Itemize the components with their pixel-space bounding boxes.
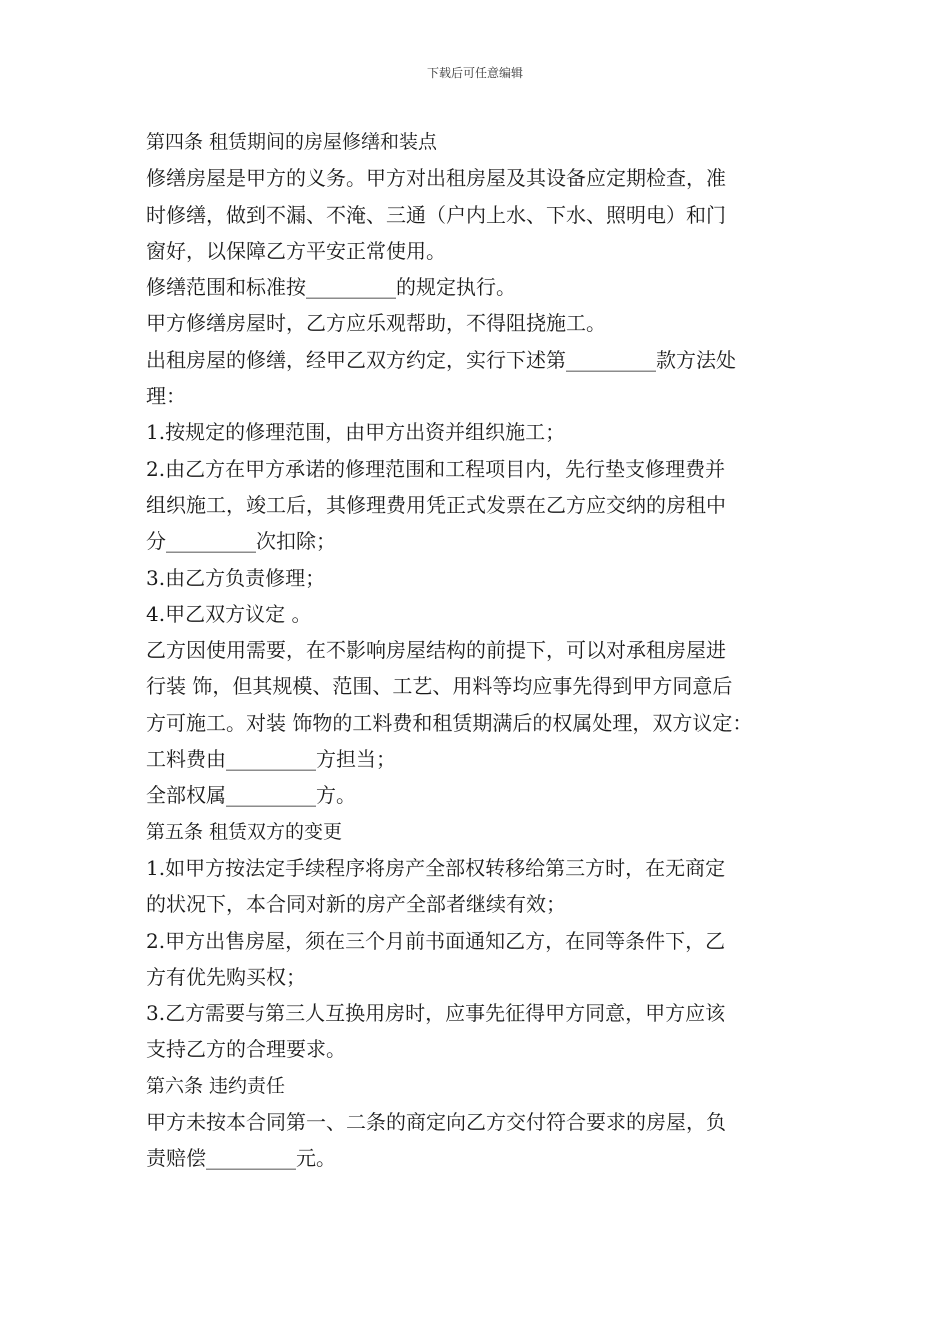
- body-text-line: 的状况下，本合同对新的房产全部者继续有效；: [146, 892, 566, 917]
- body-text-line: 1.按规定的修理范围，由甲方出资并组织施工；: [146, 420, 566, 445]
- body-text-line: 2.甲方出售房屋，须在三个月前书面通知乙方，在同等条件下，乙: [146, 928, 726, 953]
- body-text-line: 全部权属_________方。: [146, 783, 356, 808]
- body-text-line: 理：: [146, 384, 186, 409]
- body-text-line: 3.乙方需要与第三人互换用房时，应事先征得甲方同意，甲方应该: [146, 1001, 726, 1026]
- body-text-line: 2.由乙方在甲方承诺的修理范围和工程项目内，先行垫支修理费并: [146, 456, 726, 481]
- body-text-line: 工料费由_________方担当；: [146, 747, 396, 772]
- body-text-line: 行装 饰，但其规模、范围、工艺、用料等均应事先得到甲方同意后: [146, 674, 733, 699]
- body-text-line: 甲方未按本合同第一、二条的商定向乙方交付符合要求的房屋，负: [146, 1110, 726, 1135]
- body-text-line: 1.如甲方按法定手续程序将房产全部权转移给第三方时，在无商定: [146, 855, 726, 880]
- body-text-line: 方可施工。对装 饰物的工料费和租赁期满后的权属处理，双方议定：: [146, 710, 753, 735]
- body-text-line: 方有优先购买权；: [146, 964, 306, 989]
- body-text-line: 乙方因使用需要，在不影响房屋结构的前提下，可以对承租房屋进: [146, 638, 726, 663]
- body-text-line: 甲方修缮房屋时，乙方应乐观帮助，不得阻挠施工。: [146, 311, 606, 336]
- body-text-line: 组织施工，竣工后，其修理费用凭正式发票在乙方应交纳的房租中: [146, 492, 726, 517]
- article-heading: 第五条 租赁双方的变更: [146, 820, 343, 843]
- body-text-line: 修缮范围和标准按_________的规定执行。: [146, 275, 516, 300]
- body-text-line: 支持乙方的合理要求。: [146, 1037, 346, 1062]
- body-text-line: 责赔偿_________元。: [146, 1146, 336, 1171]
- body-text-line: 3.由乙方负责修理；: [146, 565, 326, 590]
- body-text-line: 时修缮，做到不漏、不淹、三通（户内上水、下水、照明电）和门: [146, 202, 726, 227]
- article-heading: 第六条 违约责任: [146, 1074, 286, 1097]
- body-text-line: 4.甲乙双方议定 。: [146, 601, 312, 626]
- body-text-line: 窗好，以保障乙方平安正常使用。: [146, 238, 446, 263]
- body-text-line: 修缮房屋是甲方的义务。甲方对出租房屋及其设备应定期检查，准: [146, 166, 726, 191]
- article-heading: 第四条 租赁期间的房屋修缮和装点: [146, 131, 438, 153]
- page-header-note: 下载后可任意编辑: [426, 66, 523, 80]
- document-body: [146, 124, 810, 1177]
- body-text-line: 出租房屋的修缮，经甲乙双方约定，实行下述第_________款方法处: [146, 347, 736, 372]
- body-text-line: 分_________次扣除；: [146, 529, 336, 554]
